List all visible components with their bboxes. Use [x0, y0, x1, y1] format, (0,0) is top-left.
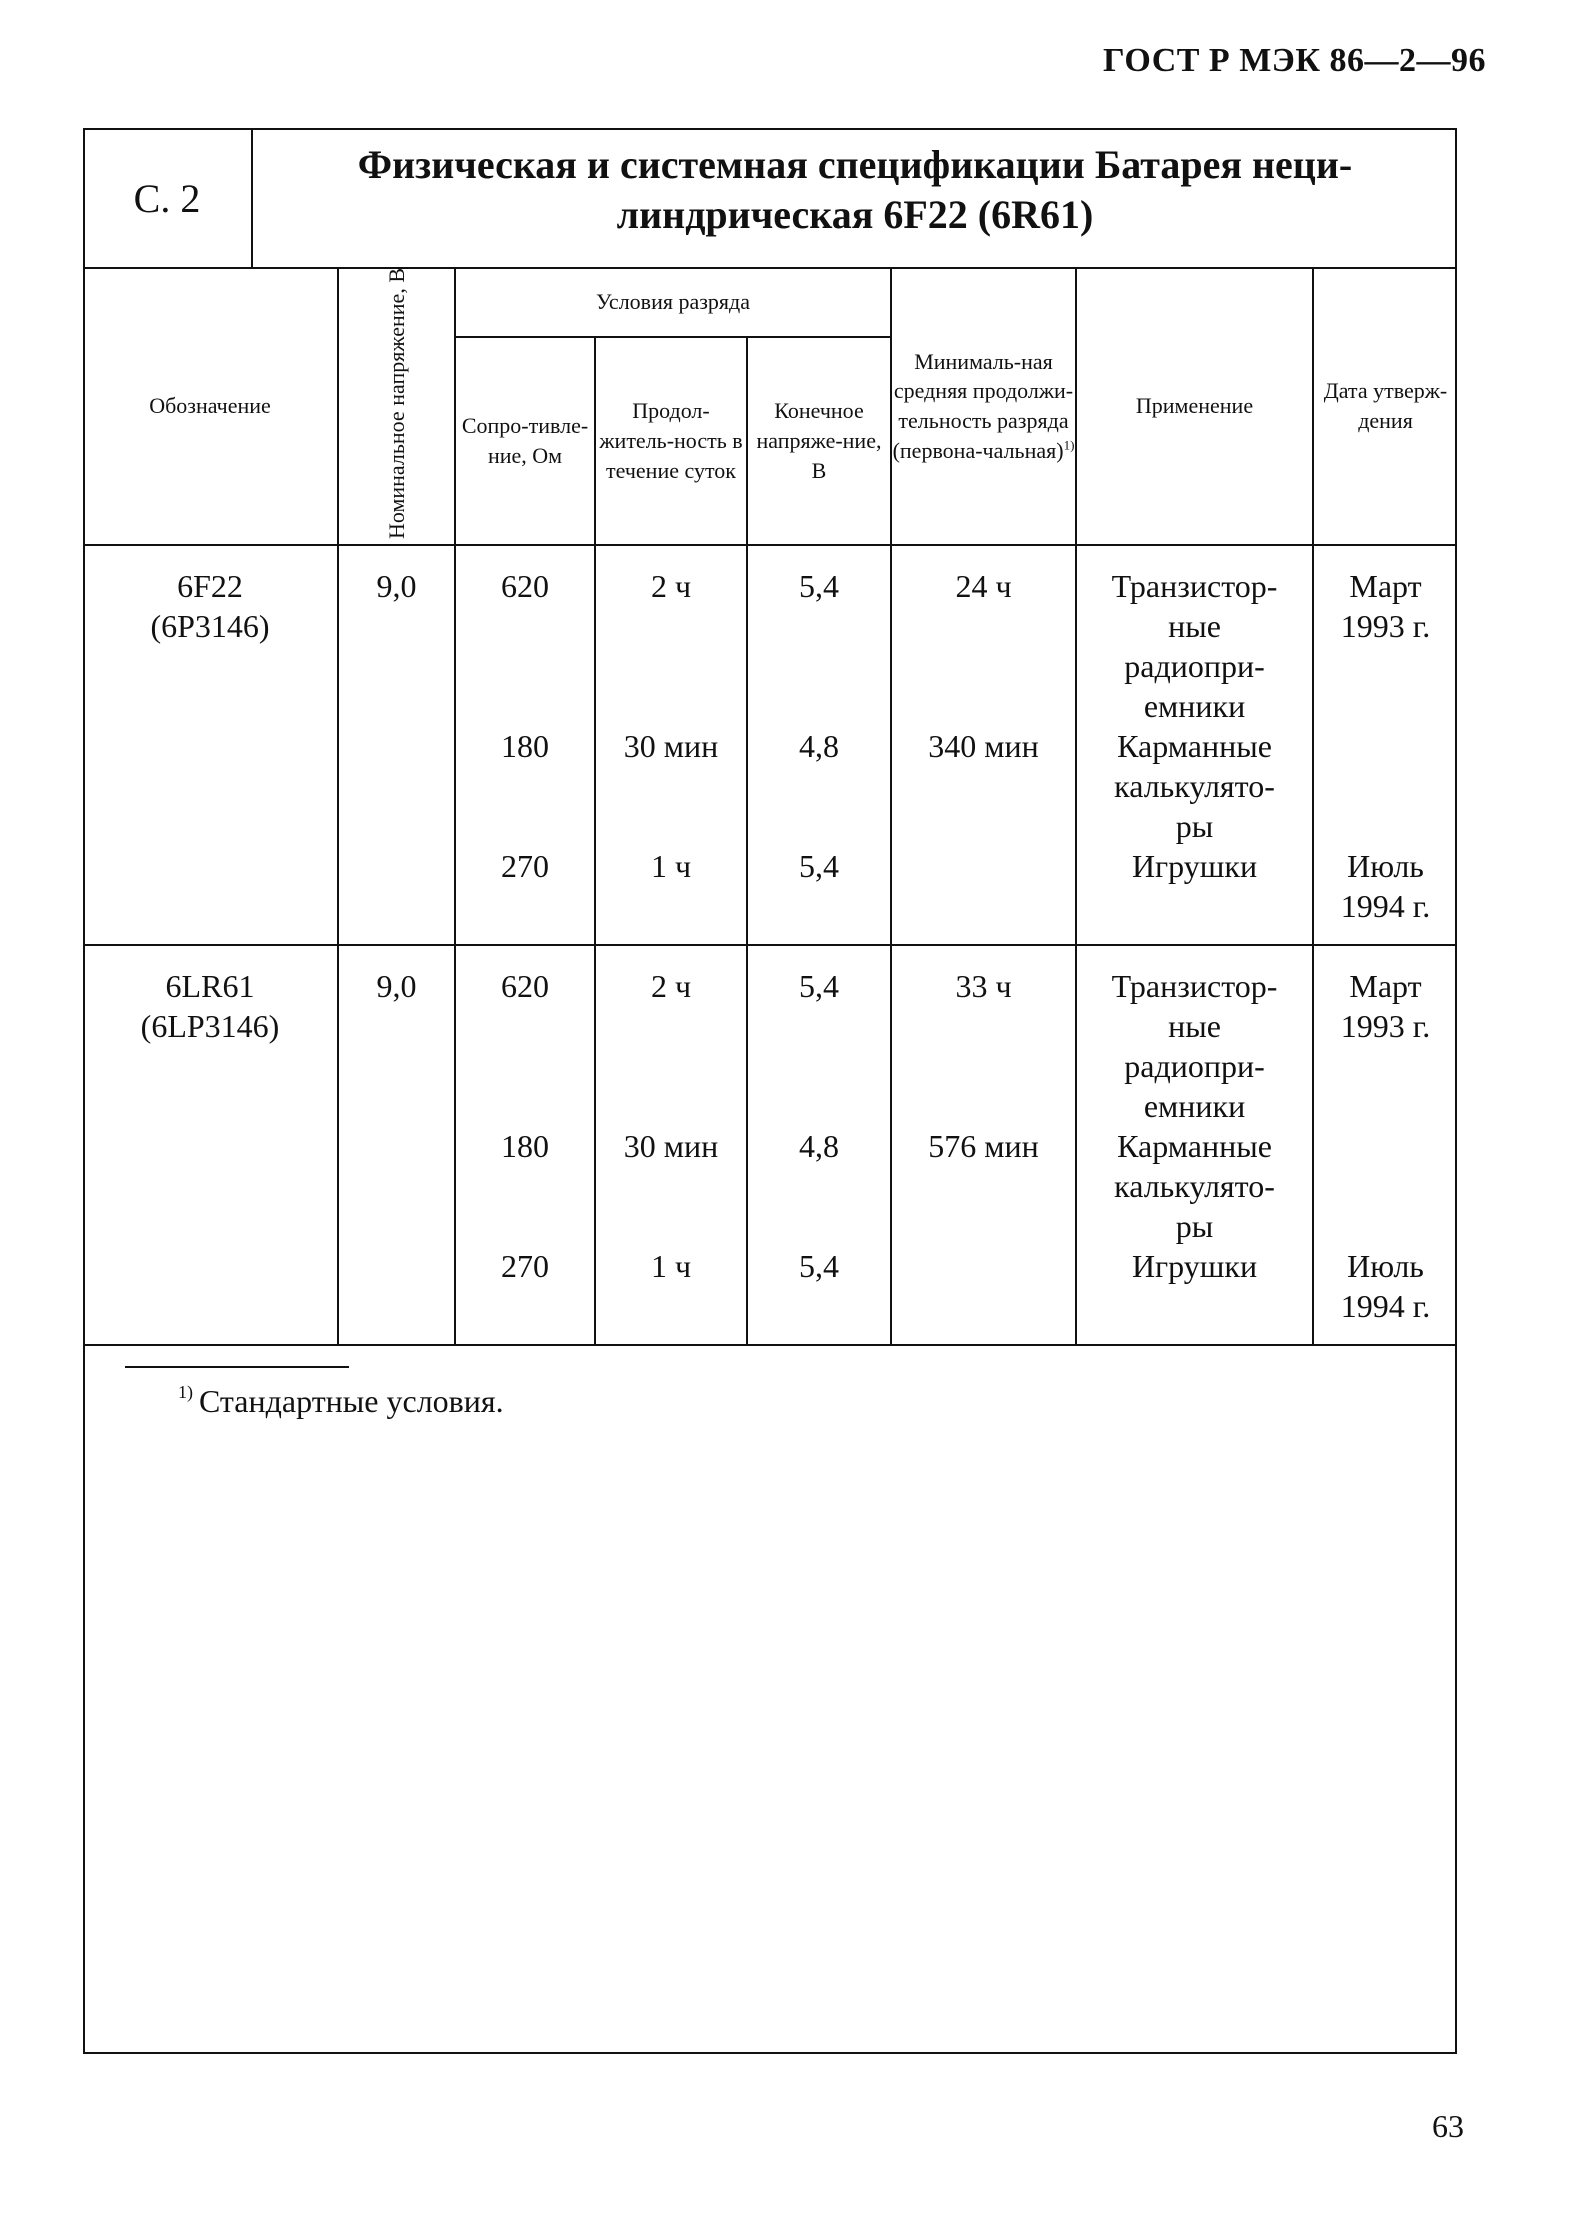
footnote-mark: 1) — [178, 1382, 193, 1402]
end-voltage-value: 4,8 — [799, 1128, 839, 1165]
end-voltage-value: 5,4 — [799, 848, 839, 885]
designation-alt: (6LP3146) — [140, 1008, 280, 1045]
header-resistance: Сопро-тивле-ние, Ом — [455, 337, 595, 545]
header-nominal-voltage — [338, 268, 455, 545]
footnote — [178, 1382, 504, 1420]
table-row — [83, 945, 1457, 1345]
section-code: С. 2 — [83, 128, 253, 268]
resistance-cell — [455, 945, 595, 1345]
approval-date: 1994 г. — [1340, 1288, 1431, 1325]
footnote-divider — [125, 1366, 349, 1368]
voltage-cell — [338, 945, 455, 1345]
header-nominal-voltage-text: Номинальное напряжение, В — [383, 268, 409, 540]
page-number: 63 — [1432, 2108, 1464, 2144]
duration-value: 30 мин — [623, 728, 719, 765]
approval-date: Март — [1349, 968, 1422, 1005]
approval-date-cell — [1313, 945, 1457, 1345]
resistance-value: 270 — [501, 1248, 549, 1285]
header-discharge-conditions: Условия разряда — [455, 268, 891, 337]
approval-date-cell — [1313, 545, 1457, 945]
application-line: Карманные — [1117, 728, 1272, 765]
designation-cell — [83, 945, 338, 1345]
header-min-duration-note: 1) — [1063, 437, 1075, 453]
resistance-value: 620 — [501, 968, 549, 1005]
header-application: Применение — [1076, 268, 1313, 545]
voltage-cell — [338, 545, 455, 945]
application-line: ные — [1168, 608, 1221, 645]
nominal-voltage: 9,0 — [376, 568, 417, 605]
table-row — [83, 545, 1457, 945]
end-voltage-value: 4,8 — [799, 728, 839, 765]
end-voltage-cell — [747, 945, 891, 1345]
header-min-duration — [891, 268, 1076, 545]
resistance-value: 180 — [501, 728, 549, 765]
approval-date: Июль — [1347, 1248, 1424, 1285]
end-voltage-value: 5,4 — [799, 1248, 839, 1285]
footnote-text: Стандартные условия. — [199, 1383, 504, 1419]
min-duration-value: 33 ч — [955, 968, 1012, 1005]
title-line-1: Физическая и системная спецификации Батарея неци- — [357, 142, 1353, 187]
designation-cell — [83, 545, 338, 945]
resistance-value: 180 — [501, 1128, 549, 1165]
min-duration-cell — [891, 545, 1076, 945]
application-line: Транзистор- — [1111, 968, 1278, 1005]
min-duration-value: 576 мин — [928, 1128, 1039, 1165]
application-line: ры — [1175, 808, 1214, 845]
header-end-voltage: Конечное напряже-ние, В — [747, 337, 891, 545]
page-title — [255, 140, 1455, 240]
approval-date: Март — [1349, 568, 1422, 605]
approval-date: Июль — [1347, 848, 1424, 885]
approval-date: 1994 г. — [1340, 888, 1431, 925]
title-line-2: линдрическая 6F22 (6R61) — [616, 192, 1094, 237]
application-line: Игрушки — [1131, 1248, 1258, 1285]
end-voltage-cell — [747, 545, 891, 945]
application-line: ные — [1168, 1008, 1221, 1045]
min-duration-cell — [891, 945, 1076, 1345]
application-cell — [1076, 545, 1313, 945]
application-line: ры — [1175, 1208, 1214, 1245]
duration-cell — [595, 945, 747, 1345]
application-line: Транзистор- — [1111, 568, 1278, 605]
application-line: емники — [1143, 1088, 1246, 1125]
duration-value: 1 ч — [650, 1248, 692, 1285]
designation-alt: (6P3146) — [150, 608, 270, 645]
application-line: Карманные — [1117, 1128, 1272, 1165]
approval-date: 1993 г. — [1340, 1008, 1431, 1045]
header-approval-date: Дата утверж-дения — [1313, 268, 1457, 545]
end-voltage-value: 5,4 — [799, 968, 839, 1005]
resistance-value: 620 — [501, 568, 549, 605]
nominal-voltage: 9,0 — [376, 968, 417, 1005]
application-line: емники — [1143, 688, 1246, 725]
application-line: радиопри- — [1124, 648, 1265, 685]
duration-cell — [595, 545, 747, 945]
min-duration-value: 340 мин — [928, 728, 1039, 765]
application-line: радиопри- — [1124, 1048, 1265, 1085]
min-duration-value: 24 ч — [955, 568, 1012, 605]
approval-date: 1993 г. — [1340, 608, 1431, 645]
header-min-duration-text: Минималь-ная средняя продолжи-тельность разряда (первона-чальная) — [892, 348, 1074, 463]
spec-table — [83, 268, 1457, 1346]
duration-value: 30 мин — [623, 1128, 719, 1165]
application-cell — [1076, 945, 1313, 1345]
resistance-value: 270 — [501, 848, 549, 885]
end-voltage-value: 5,4 — [799, 568, 839, 605]
duration-value: 2 ч — [650, 568, 692, 605]
application-line: калькулято- — [1114, 1168, 1275, 1205]
designation: 6F22 — [177, 568, 243, 605]
designation: 6LR61 — [165, 968, 255, 1005]
duration-value: 1 ч — [650, 848, 692, 885]
document-code: ГОСТ Р МЭК 86—2—96 — [1103, 42, 1486, 79]
header-duration: Продол-житель-ность в течение суток — [595, 337, 747, 545]
application-line: калькулято- — [1114, 768, 1275, 805]
duration-value: 2 ч — [650, 968, 692, 1005]
header-designation: Обозначение — [83, 268, 338, 545]
application-line: Игрушки — [1131, 848, 1258, 885]
resistance-cell — [455, 545, 595, 945]
